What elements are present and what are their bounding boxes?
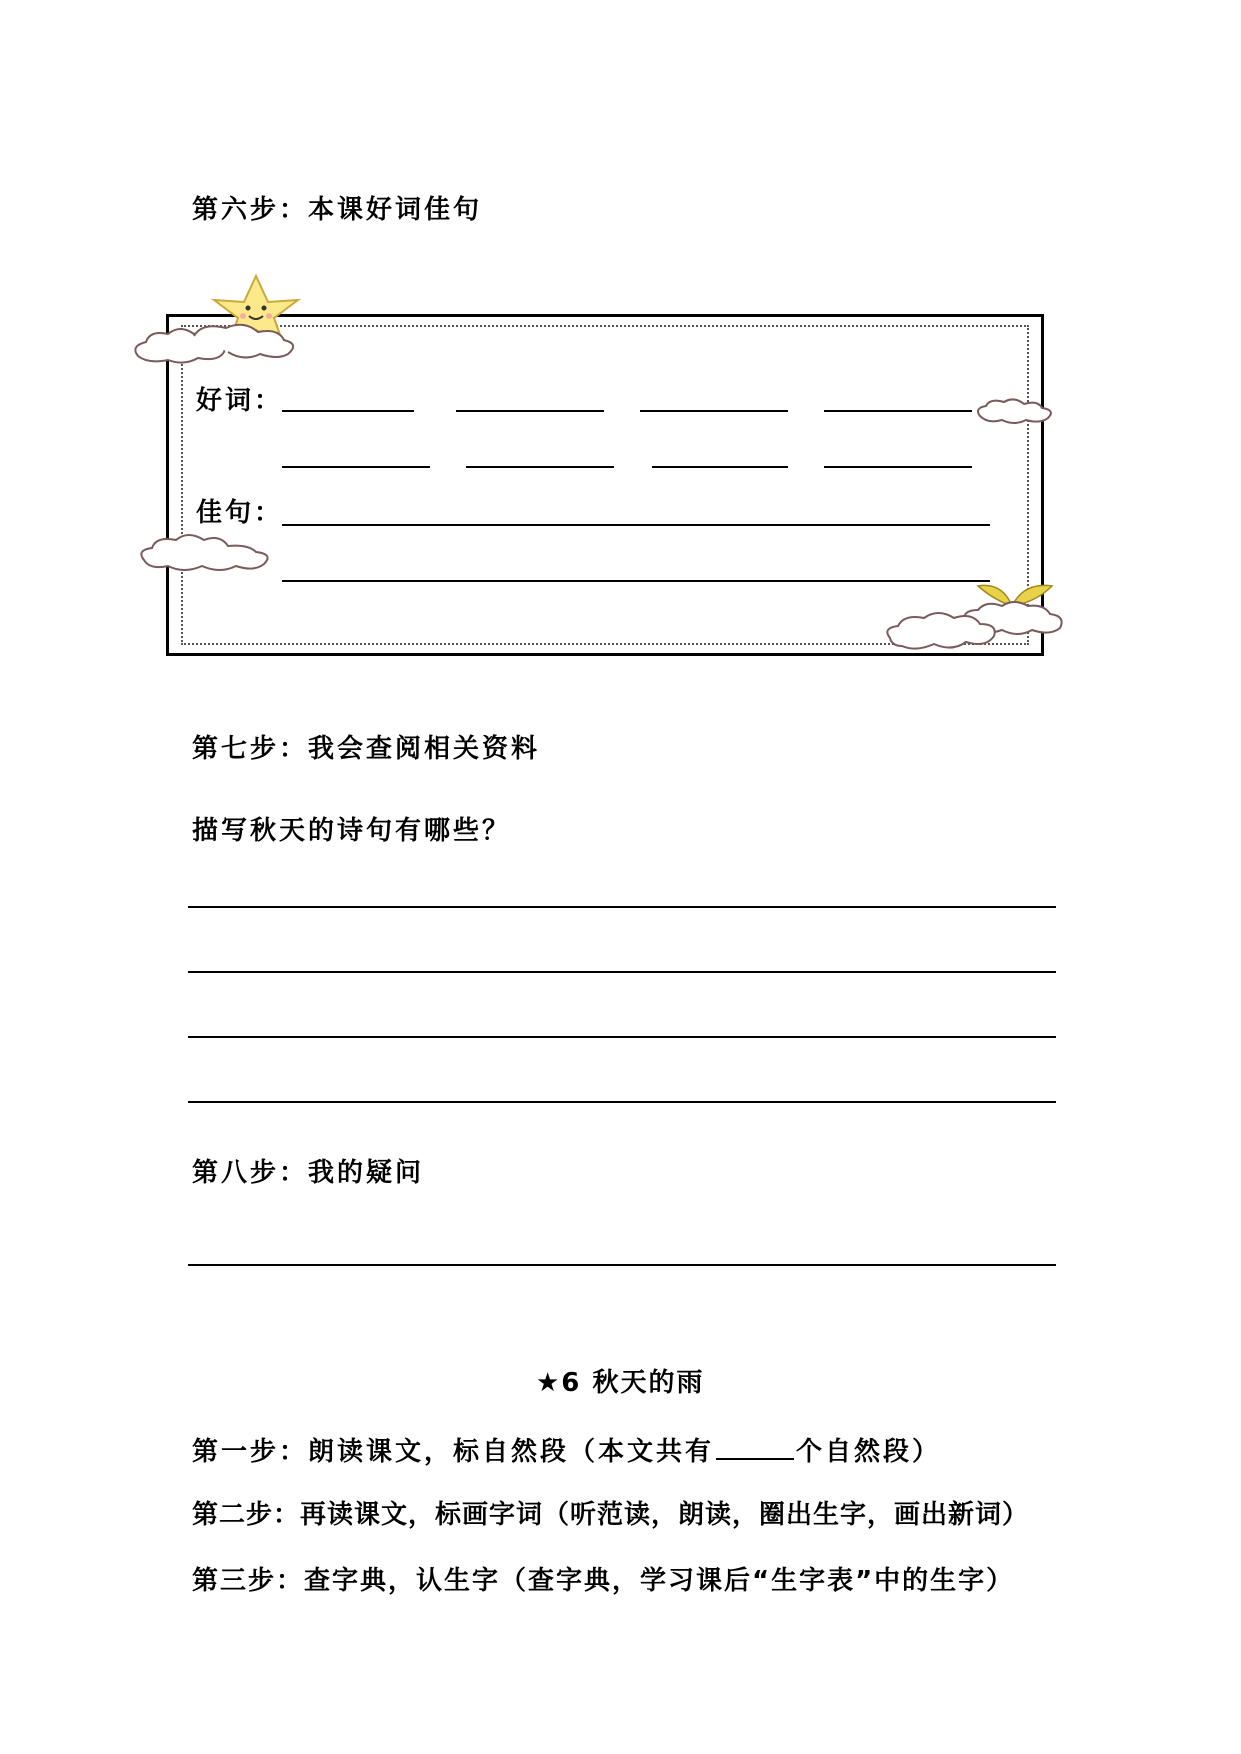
step8-title: 第八步：我的疑问 — [192, 1158, 425, 1188]
lesson-title: ★6 秋天的雨 — [536, 1368, 705, 1398]
cloud-icon — [974, 396, 1058, 426]
cloud-icon — [136, 530, 278, 574]
good-word-blank-2[interactable] — [456, 410, 604, 412]
lesson-step1-text-before: 第一步：朗读课文，标自然段（本文共有 — [192, 1437, 715, 1467]
answer-line-1[interactable] — [188, 906, 1056, 908]
lesson-step2: 第二步：再读课文，标画字词（听范读，朗读，圈出生字，画出新词） — [192, 1500, 1030, 1530]
good-word-blank-3[interactable] — [640, 410, 788, 412]
answer-line-3[interactable] — [188, 1036, 1056, 1038]
good-word-blank-6[interactable] — [466, 466, 614, 468]
paragraph-count-blank[interactable] — [716, 1436, 794, 1460]
answer-line-2[interactable] — [188, 971, 1056, 973]
question-line[interactable] — [188, 1264, 1056, 1266]
lesson-step3: 第三步：查字典，认生字（查字典，学习课后“生字表”中的生字） — [192, 1566, 1015, 1596]
good-sentences-label: 佳句： — [196, 498, 284, 528]
good-word-blank-7[interactable] — [652, 466, 788, 468]
good-sentence-blank-1[interactable] — [282, 524, 990, 526]
lesson-step1-text-after: 个自然段） — [796, 1437, 942, 1467]
step7-question: 描写秋天的诗句有哪些？ — [192, 816, 512, 846]
good-sentence-blank-2[interactable] — [282, 580, 990, 582]
good-word-blank-4[interactable] — [824, 410, 972, 412]
step7-title: 第七步：我会查阅相关资料 — [192, 734, 541, 764]
good-word-blank-5[interactable] — [282, 466, 430, 468]
cloud-icon — [128, 318, 328, 368]
good-words-label: 好词： — [196, 386, 284, 416]
answer-line-4[interactable] — [188, 1101, 1056, 1103]
good-word-blank-1[interactable] — [282, 410, 414, 412]
step6-title: 第六步：本课好词佳句 — [192, 195, 483, 225]
good-word-blank-8[interactable] — [824, 466, 972, 468]
cloud-with-sprout-icon — [882, 576, 1082, 656]
lesson-step1 — [192, 1436, 941, 1465]
